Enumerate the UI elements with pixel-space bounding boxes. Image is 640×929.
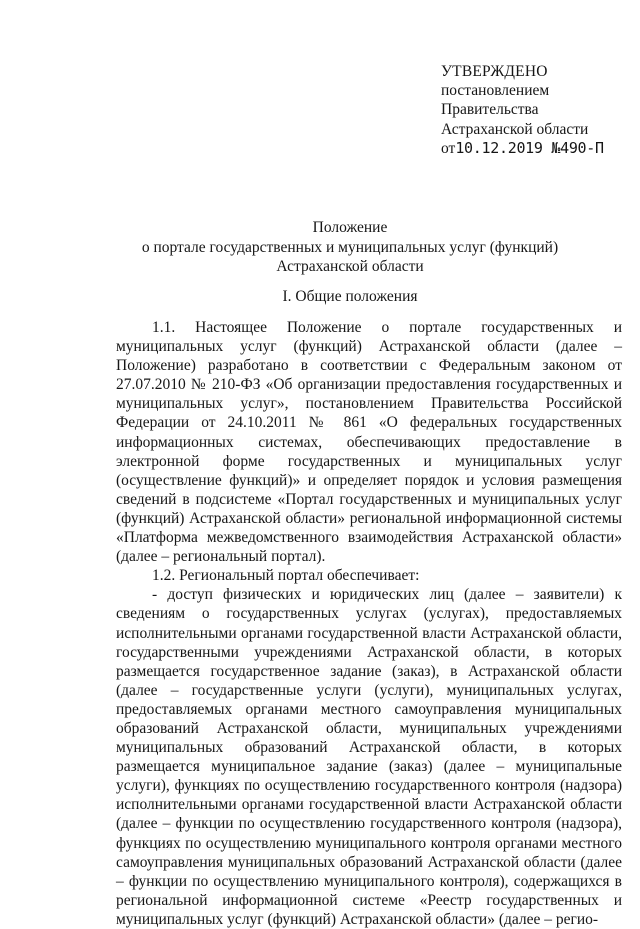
paragraph-1-1: 1.1. Настоящее Положение о портале государственных и муниципальных услуг (функций) Астраханской области (далее – Положение) разработано в соответствии с Федеральным законом от 27.07.2010 № 210-ФЗ «Об организации предоставления государственных и муниципальных услуг», постановлением Правительства Российской Федерации от 24.10.2011 № 861 «О федеральных государственных информационных системах, обеспечивающих предоставление в электронной форме государственных и муниципальных услуг (осуществление функций)» и определяет порядок и условия размещения сведений в подсистеме «Портал государственных и муниципальных услуг (функций) Астраханской области» региональной информационной системы «Платформа межведомственного взаимодействия Астраханской области» (далее – региональный портал). bbox=[116, 319, 622, 566]
title-line-2: о портале государственных и муниципальных услуг (функций) bbox=[141, 238, 559, 256]
approval-date-line bbox=[441, 139, 604, 158]
document-title bbox=[140, 218, 560, 277]
section-heading: I. Общие положения bbox=[282, 288, 418, 305]
approval-stamp bbox=[441, 62, 604, 158]
approval-line-region: Астраханской области bbox=[441, 120, 589, 138]
title-line-1: Положение bbox=[312, 219, 388, 236]
approval-title: УТВЕРЖДЕНО bbox=[441, 63, 548, 80]
document-body bbox=[116, 318, 622, 929]
approval-date-number: 10.12.2019 №490-П bbox=[455, 138, 604, 157]
approval-date-prefix: от bbox=[441, 139, 456, 157]
approval-line-resolution: постановлением bbox=[441, 82, 550, 100]
title-line-3: Астраханской области bbox=[276, 258, 424, 275]
approval-line-government: Правительства bbox=[441, 101, 539, 119]
paragraph-1-2: 1.2. Региональный портал обеспечивает: bbox=[152, 567, 420, 585]
paragraph-1-2-item: - доступ физических и юридических лиц (далее – заявители) к сведениям о государственных услугах (услугах), предоставляемых исполнительными органами государственной власти Астраханской области, государственными учреждениями Астраханской области, в которых размещается государственное задание (заказ), в Астраханской области (далее – государственные услуги (услуги), муниципальных услугах, предоставляемых органами местного самоуправления муниципальных образований Астраханской области, муниципальных учреждениями муниципальных образований Астраханской области, в которых размещается муниципальное задание (заказ) (далее – муниципальные услуги), функциях по осуществлению государственного контроля (надзора) исполнительными органами государственной власти Астраханской области (далее – функции по осуществлению государственного контроля (надзора), функциях по осуществлению муниципального контроля органами местного самоуправления муниципальных образований Астраханской области (далее – функции по осуществлению муниципального контроля), содержащихся в региональной информационной системе «Реестр государственных и муниципальных услуг (функций) Астраханской области» (далее – регио- bbox=[116, 586, 622, 928]
